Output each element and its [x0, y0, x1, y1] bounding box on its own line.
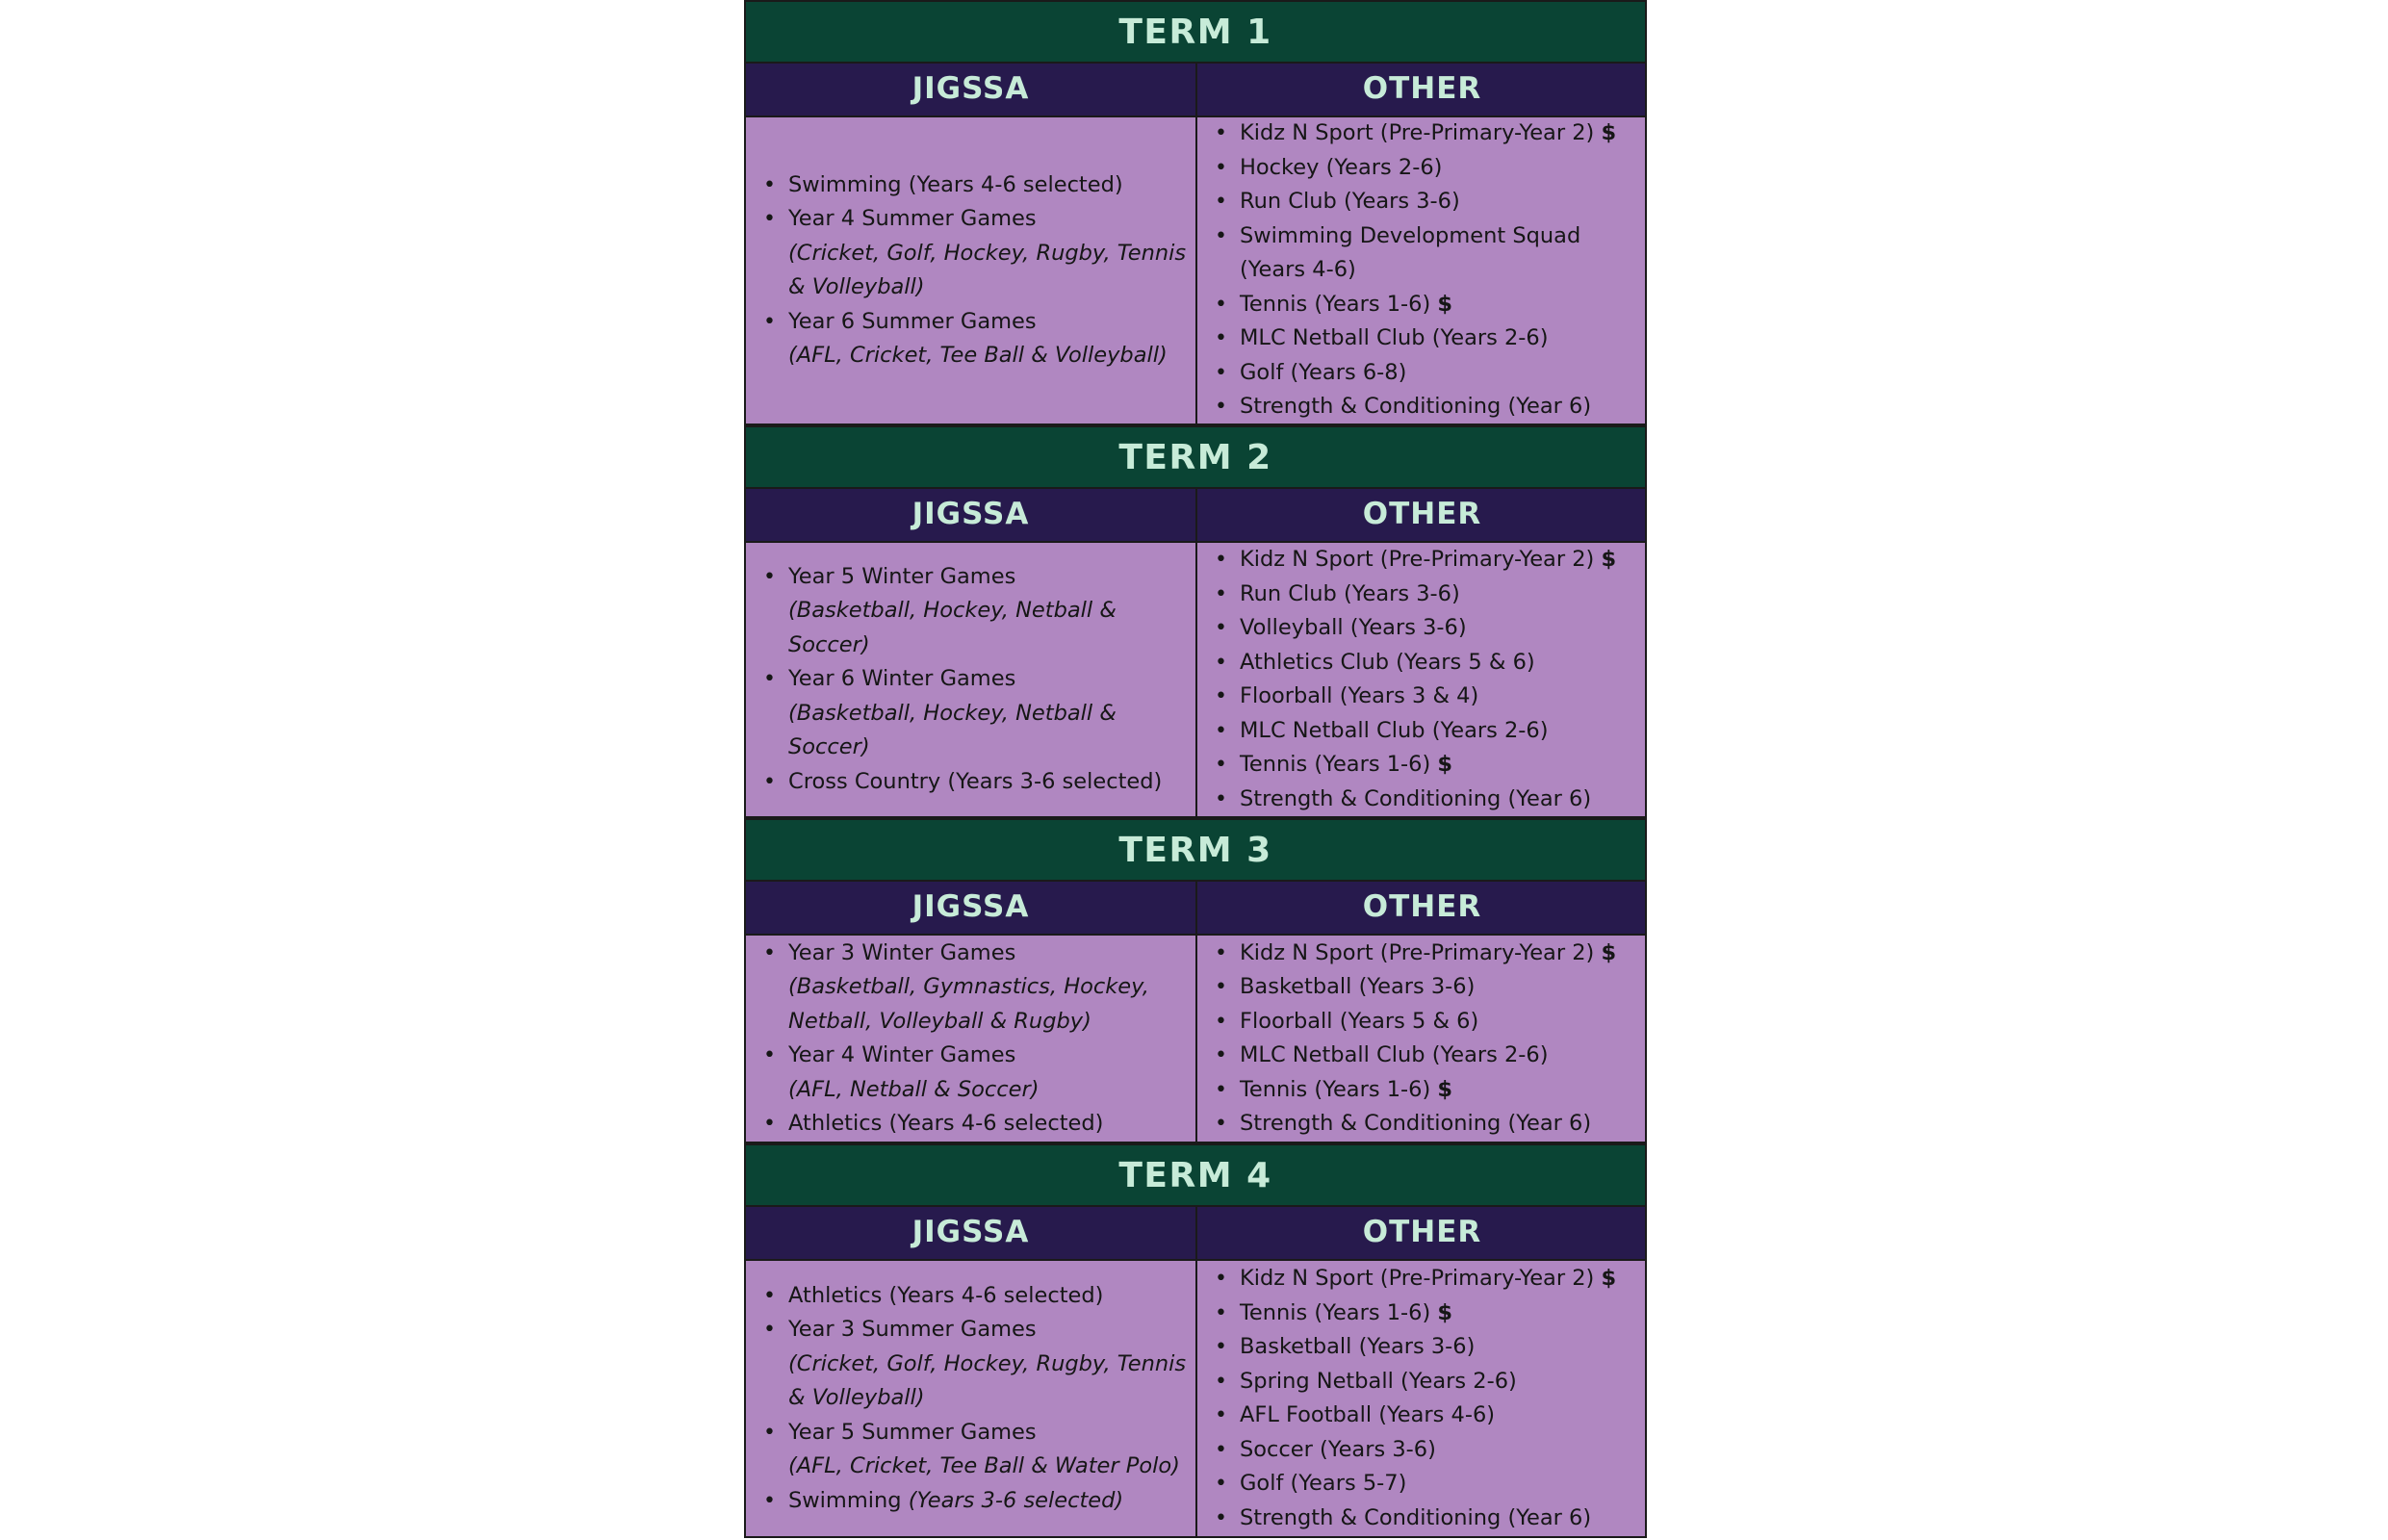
activity-name: Kidz N Sport (Pre-Primary-Year 2) — [1240, 547, 1595, 572]
other-list — [1197, 1262, 1641, 1535]
column-header-row — [744, 1205, 1647, 1259]
sports-list-detail: (Basketball, Hockey, Netball & Soccer) — [788, 700, 1117, 760]
list-item — [1240, 1433, 1641, 1468]
list-item — [1240, 356, 1641, 391]
activity-name: Year 4 Summer Games — [788, 206, 1037, 231]
activity-name: Run Club (Years 3-6) — [1240, 580, 1460, 606]
jigssa-column — [746, 117, 1195, 424]
term-section — [744, 0, 1647, 425]
cost-indicator: $ — [1437, 291, 1453, 317]
list-item — [1240, 1296, 1641, 1331]
activity-name: Basketball (Years 3-6) — [1240, 1334, 1476, 1359]
activity-name: MLC Netball Club (Years 2-6) — [1240, 717, 1549, 743]
term-title: TERM 2 — [744, 425, 1647, 487]
sport-schedule-table — [744, 0, 1647, 1538]
list-item — [788, 937, 1192, 1040]
activity-name: Year 6 Summer Games — [788, 308, 1037, 334]
cost-indicator: $ — [1437, 1299, 1453, 1325]
cost-indicator: $ — [1601, 1266, 1617, 1291]
cost-indicator: $ — [1601, 120, 1617, 146]
list-item — [1240, 1262, 1641, 1296]
list-item — [1240, 1365, 1641, 1399]
activity-name: Year 5 Summer Games — [788, 1419, 1037, 1445]
activity-name: AFL Football (Years 4-6) — [1240, 1402, 1496, 1427]
activity-name: Cross Country (Years 3-6 selected) — [788, 768, 1163, 794]
jigssa-list — [746, 560, 1192, 800]
other-list — [1197, 937, 1641, 1142]
other-column-header: OTHER — [1195, 489, 1647, 541]
activity-name: Kidz N Sport (Pre-Primary-Year 2) — [1240, 1266, 1595, 1291]
activity-name: Swimming Development Squad (Years 4-6) — [1240, 222, 1581, 283]
term-body-row — [744, 541, 1647, 818]
jigssa-column — [746, 543, 1195, 816]
list-item — [1240, 611, 1641, 646]
list-item — [788, 202, 1192, 305]
list-item — [1240, 1005, 1641, 1040]
list-item — [1240, 1330, 1641, 1365]
list-item — [788, 1484, 1192, 1519]
list-item — [788, 305, 1192, 373]
activity-name: MLC Netball Club (Years 2-6) — [1240, 1042, 1549, 1067]
list-item — [1240, 646, 1641, 680]
cost-indicator: $ — [1437, 1076, 1453, 1102]
activity-name: Year 3 Winter Games — [788, 939, 1016, 965]
activity-name: Tennis (Years 1-6) — [1240, 291, 1431, 317]
term-body-row — [744, 116, 1647, 425]
other-column — [1195, 117, 1645, 424]
sports-list-detail: (AFL, Cricket, Tee Ball & Volleyball) — [788, 343, 1168, 368]
list-item — [1240, 1399, 1641, 1433]
list-item — [1240, 219, 1641, 288]
activity-name: Kidz N Sport (Pre-Primary-Year 2) — [1240, 120, 1595, 146]
activity-name: Volleyball (Years 3-6) — [1240, 615, 1467, 640]
activity-name: Floorball (Years 5 & 6) — [1240, 1008, 1479, 1034]
term-section — [744, 425, 1647, 818]
activity-name: Year 6 Winter Games — [788, 666, 1016, 692]
cost-indicator: $ — [1437, 752, 1453, 777]
list-item — [788, 765, 1192, 800]
sports-list-detail: (AFL, Cricket, Tee Ball & Water Polo) — [788, 1453, 1180, 1479]
jigssa-list — [746, 168, 1192, 373]
list-item — [1240, 321, 1641, 356]
sports-list-detail: (Cricket, Golf, Hockey, Rugby, Tennis & Volleyball) — [788, 1350, 1187, 1411]
activity-name: Year 4 Winter Games — [788, 1042, 1016, 1067]
sports-list-detail: (AFL, Netball & Soccer) — [788, 1076, 1040, 1102]
other-list — [1197, 543, 1641, 816]
activity-name: Tennis (Years 1-6) — [1240, 752, 1431, 777]
term-title: TERM 3 — [744, 818, 1647, 880]
activity-name: Strength & Conditioning (Year 6) — [1240, 1111, 1592, 1136]
activity-name: Basketball (Years 3-6) — [1240, 974, 1476, 999]
activity-name: Swimming (Years 4-6 selected) — [788, 171, 1123, 197]
column-header-row — [744, 880, 1647, 934]
list-item — [1240, 578, 1641, 612]
sports-list-detail: (Basketball, Gymnastics, Hockey, Netball, Volleyball & Rugby) — [788, 974, 1149, 1034]
list-item — [1240, 390, 1641, 424]
activity-name: Tennis (Years 1-6) — [1240, 1299, 1431, 1325]
activity-name: Spring Netball (Years 2-6) — [1240, 1368, 1517, 1394]
activity-name: Athletics (Years 4-6 selected) — [788, 1282, 1104, 1308]
list-item — [1240, 1039, 1641, 1073]
other-column-header: OTHER — [1195, 1207, 1647, 1259]
list-item — [1240, 1502, 1641, 1536]
sports-list-detail: (Cricket, Golf, Hockey, Rugby, Tennis & Volleyball) — [788, 240, 1187, 299]
list-item — [788, 1279, 1192, 1314]
other-column-header: OTHER — [1195, 882, 1647, 934]
column-header-row — [744, 487, 1647, 541]
cost-indicator: $ — [1601, 547, 1617, 572]
list-item — [788, 1313, 1192, 1416]
list-item — [788, 168, 1192, 203]
list-item — [1240, 1107, 1641, 1142]
activity-name: Tennis (Years 1-6) — [1240, 1076, 1431, 1102]
list-item — [1240, 970, 1641, 1005]
list-item — [788, 560, 1192, 663]
list-item — [1240, 151, 1641, 186]
list-item — [788, 1416, 1192, 1484]
list-item — [788, 1107, 1192, 1142]
jigssa-column-header: JIGSSA — [912, 71, 1030, 106]
term-body-row — [744, 1259, 1647, 1538]
term-body-row — [744, 934, 1647, 1143]
list-item — [1240, 937, 1641, 971]
list-item — [1240, 116, 1641, 151]
jigssa-column-header: JIGSSA — [912, 1215, 1030, 1249]
activity-name: Strength & Conditioning (Year 6) — [1240, 1504, 1592, 1530]
list-item — [1240, 185, 1641, 219]
term-title: TERM 1 — [744, 0, 1647, 62]
activity-name: Swimming — [788, 1487, 902, 1513]
other-column — [1195, 543, 1645, 816]
term-section — [744, 818, 1647, 1143]
jigssa-column-header: JIGSSA — [912, 889, 1030, 924]
list-item — [1240, 748, 1641, 783]
activity-name: Strength & Conditioning (Year 6) — [1240, 394, 1592, 420]
list-item — [1240, 714, 1641, 749]
activity-name: Hockey (Years 2-6) — [1240, 154, 1443, 180]
activity-name: Golf (Years 6-8) — [1240, 359, 1407, 385]
column-header-row — [744, 62, 1647, 116]
activity-name: Run Club (Years 3-6) — [1240, 189, 1460, 215]
activity-name: MLC Netball Club (Years 2-6) — [1240, 325, 1549, 351]
term-section — [744, 1143, 1647, 1538]
sports-list-detail: (Basketball, Hockey, Netball & Soccer) — [788, 598, 1117, 657]
other-column-header: OTHER — [1195, 64, 1647, 116]
activity-name: Soccer (Years 3-6) — [1240, 1436, 1436, 1462]
list-item — [788, 662, 1192, 765]
activity-name: Year 3 Summer Games — [788, 1317, 1037, 1343]
cost-indicator: $ — [1601, 939, 1617, 965]
other-column — [1195, 936, 1645, 1142]
activity-name: Kidz N Sport (Pre-Primary-Year 2) — [1240, 939, 1595, 965]
activity-name: Year 5 Winter Games — [788, 563, 1016, 589]
jigssa-column — [746, 1261, 1195, 1536]
jigssa-list — [746, 937, 1192, 1142]
activity-name: Golf (Years 5-7) — [1240, 1471, 1407, 1496]
other-list — [1197, 116, 1641, 424]
list-item — [1240, 1073, 1641, 1108]
activity-name: Athletics Club (Years 5 & 6) — [1240, 649, 1535, 675]
list-item — [1240, 680, 1641, 714]
activity-name: Athletics (Years 4-6 selected) — [788, 1111, 1104, 1136]
jigssa-column — [746, 936, 1195, 1142]
list-item — [788, 1039, 1192, 1107]
jigssa-list — [746, 1279, 1192, 1519]
activity-name: Floorball (Years 3 & 4) — [1240, 683, 1479, 708]
list-item — [1240, 783, 1641, 817]
list-item — [1240, 288, 1641, 322]
other-column — [1195, 1261, 1645, 1536]
list-item — [1240, 1467, 1641, 1502]
term-title: TERM 4 — [744, 1143, 1647, 1205]
activity-detail: (Years 3-6 selected) — [908, 1487, 1124, 1513]
activity-name: Strength & Conditioning (Year 6) — [1240, 785, 1592, 811]
list-item — [1240, 543, 1641, 578]
jigssa-column-header: JIGSSA — [912, 497, 1030, 531]
